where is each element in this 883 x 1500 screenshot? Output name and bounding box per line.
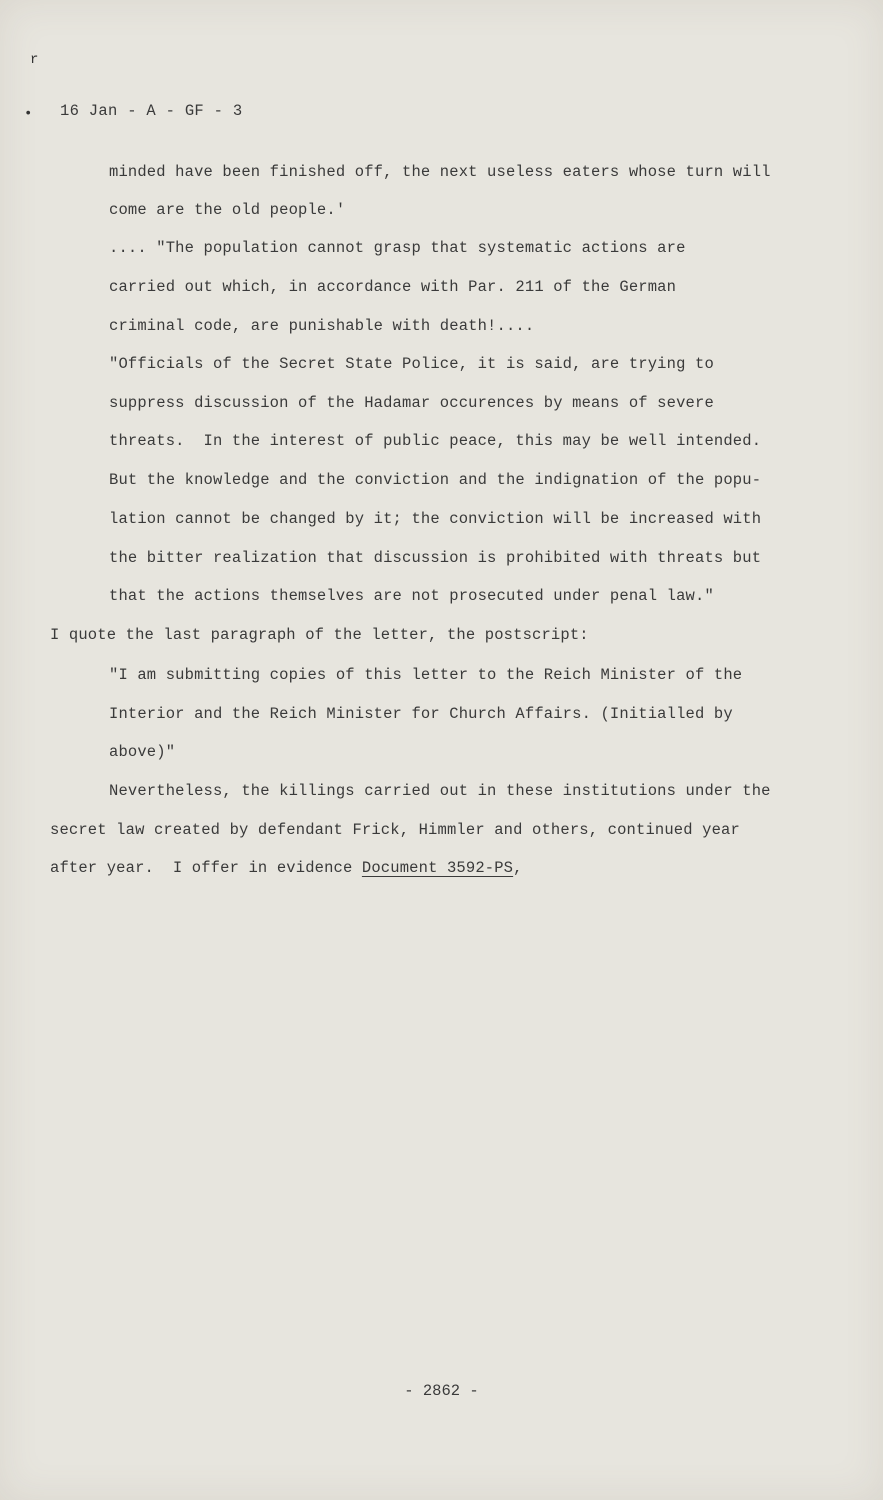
text-line: I quote the last paragraph of the letter, the postscript: bbox=[50, 626, 589, 644]
text-line: above)" bbox=[109, 743, 176, 761]
text-line: that the actions themselves are not prosecuted under penal law." bbox=[109, 587, 714, 605]
page-reference-header: 16 Jan - A - GF - 3 bbox=[60, 102, 243, 120]
text-line: threats. In the interest of public peace, this may be well intended. bbox=[109, 432, 762, 450]
text-line: minded have been finished off, the next useless eaters whose turn will bbox=[109, 163, 771, 181]
margin-bullet: • bbox=[24, 106, 33, 122]
document-reference: Document 3592-PS bbox=[361, 859, 514, 877]
page-number: - 2862 - bbox=[404, 1382, 479, 1400]
text-line: Nevertheless, the killings carried out in these institutions under the bbox=[109, 782, 771, 800]
text-line: Interior and the Reich Minister for Church Affairs. (Initialled by bbox=[109, 705, 733, 723]
text-line: the bitter realization that discussion is prohibited with threats but bbox=[109, 549, 762, 567]
margin-mark-top: r bbox=[30, 52, 39, 68]
text-line: lation cannot be changed by it; the conviction will be increased with bbox=[109, 510, 762, 528]
text-line: "I am submitting copies of this letter to the Reich Minister of the bbox=[109, 666, 743, 684]
text-line: "Officials of the Secret State Police, it is said, are trying to bbox=[109, 355, 714, 373]
text-line-suffix: , bbox=[513, 859, 523, 877]
text-line: .... "The population cannot grasp that systematic actions are bbox=[109, 239, 686, 257]
text-line: criminal code, are punishable with death!.... bbox=[109, 317, 535, 335]
text-line: secret law created by defendant Frick, Himmler and others, continued year bbox=[50, 821, 740, 839]
text-line-last bbox=[50, 858, 523, 878]
text-line-prefix: after year. I offer in evidence bbox=[50, 859, 362, 877]
text-line: But the knowledge and the conviction and the indignation of the popu- bbox=[109, 471, 762, 489]
text-line: suppress discussion of the Hadamar occurences by means of severe bbox=[109, 394, 714, 412]
text-line: carried out which, in accordance with Par. 211 of the German bbox=[109, 278, 677, 296]
text-line: come are the old people.' bbox=[109, 201, 346, 219]
